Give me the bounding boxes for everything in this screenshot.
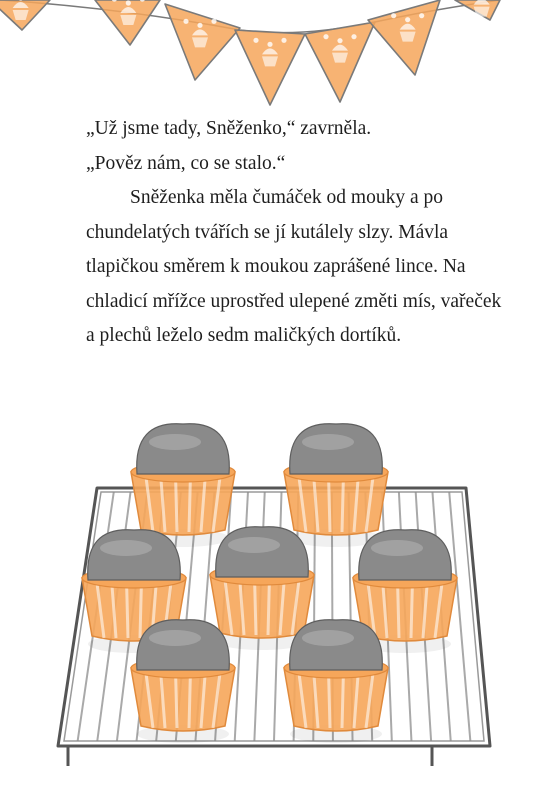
rack-wire [449,492,470,741]
bunting-flag [455,0,500,20]
bunting-illustration [0,0,549,110]
cupcake [284,620,388,743]
cupcake [284,424,388,547]
cooling-rack-illustration [0,400,549,799]
bunting-flag [368,0,440,75]
paragraph-3: Sněženka měla čumáček od mouky a po chundelatých tvářích se jí kutálely slzy. Mávla tlapičkou směrem k moukou zaprášené lince. Na chladicí mřížce uprostřed ulepené změti mís, vařeček a plechů leželo sedm maličkých dortíků. [86,187,502,346]
bunting-flag [305,22,375,102]
bunting-flag [165,4,240,80]
paragraph-2: „Pověz nám, co se stalo.“ [86,152,286,174]
bunting-flag [235,30,305,105]
bunting-flag [0,0,50,30]
cupcake [131,620,235,743]
paragraph-1: „Už jsme tady, Sněženko,“ zavrněla. [86,118,372,139]
bunting-flag [95,0,160,45]
story-text [86,112,506,354]
cupcake [131,424,235,547]
